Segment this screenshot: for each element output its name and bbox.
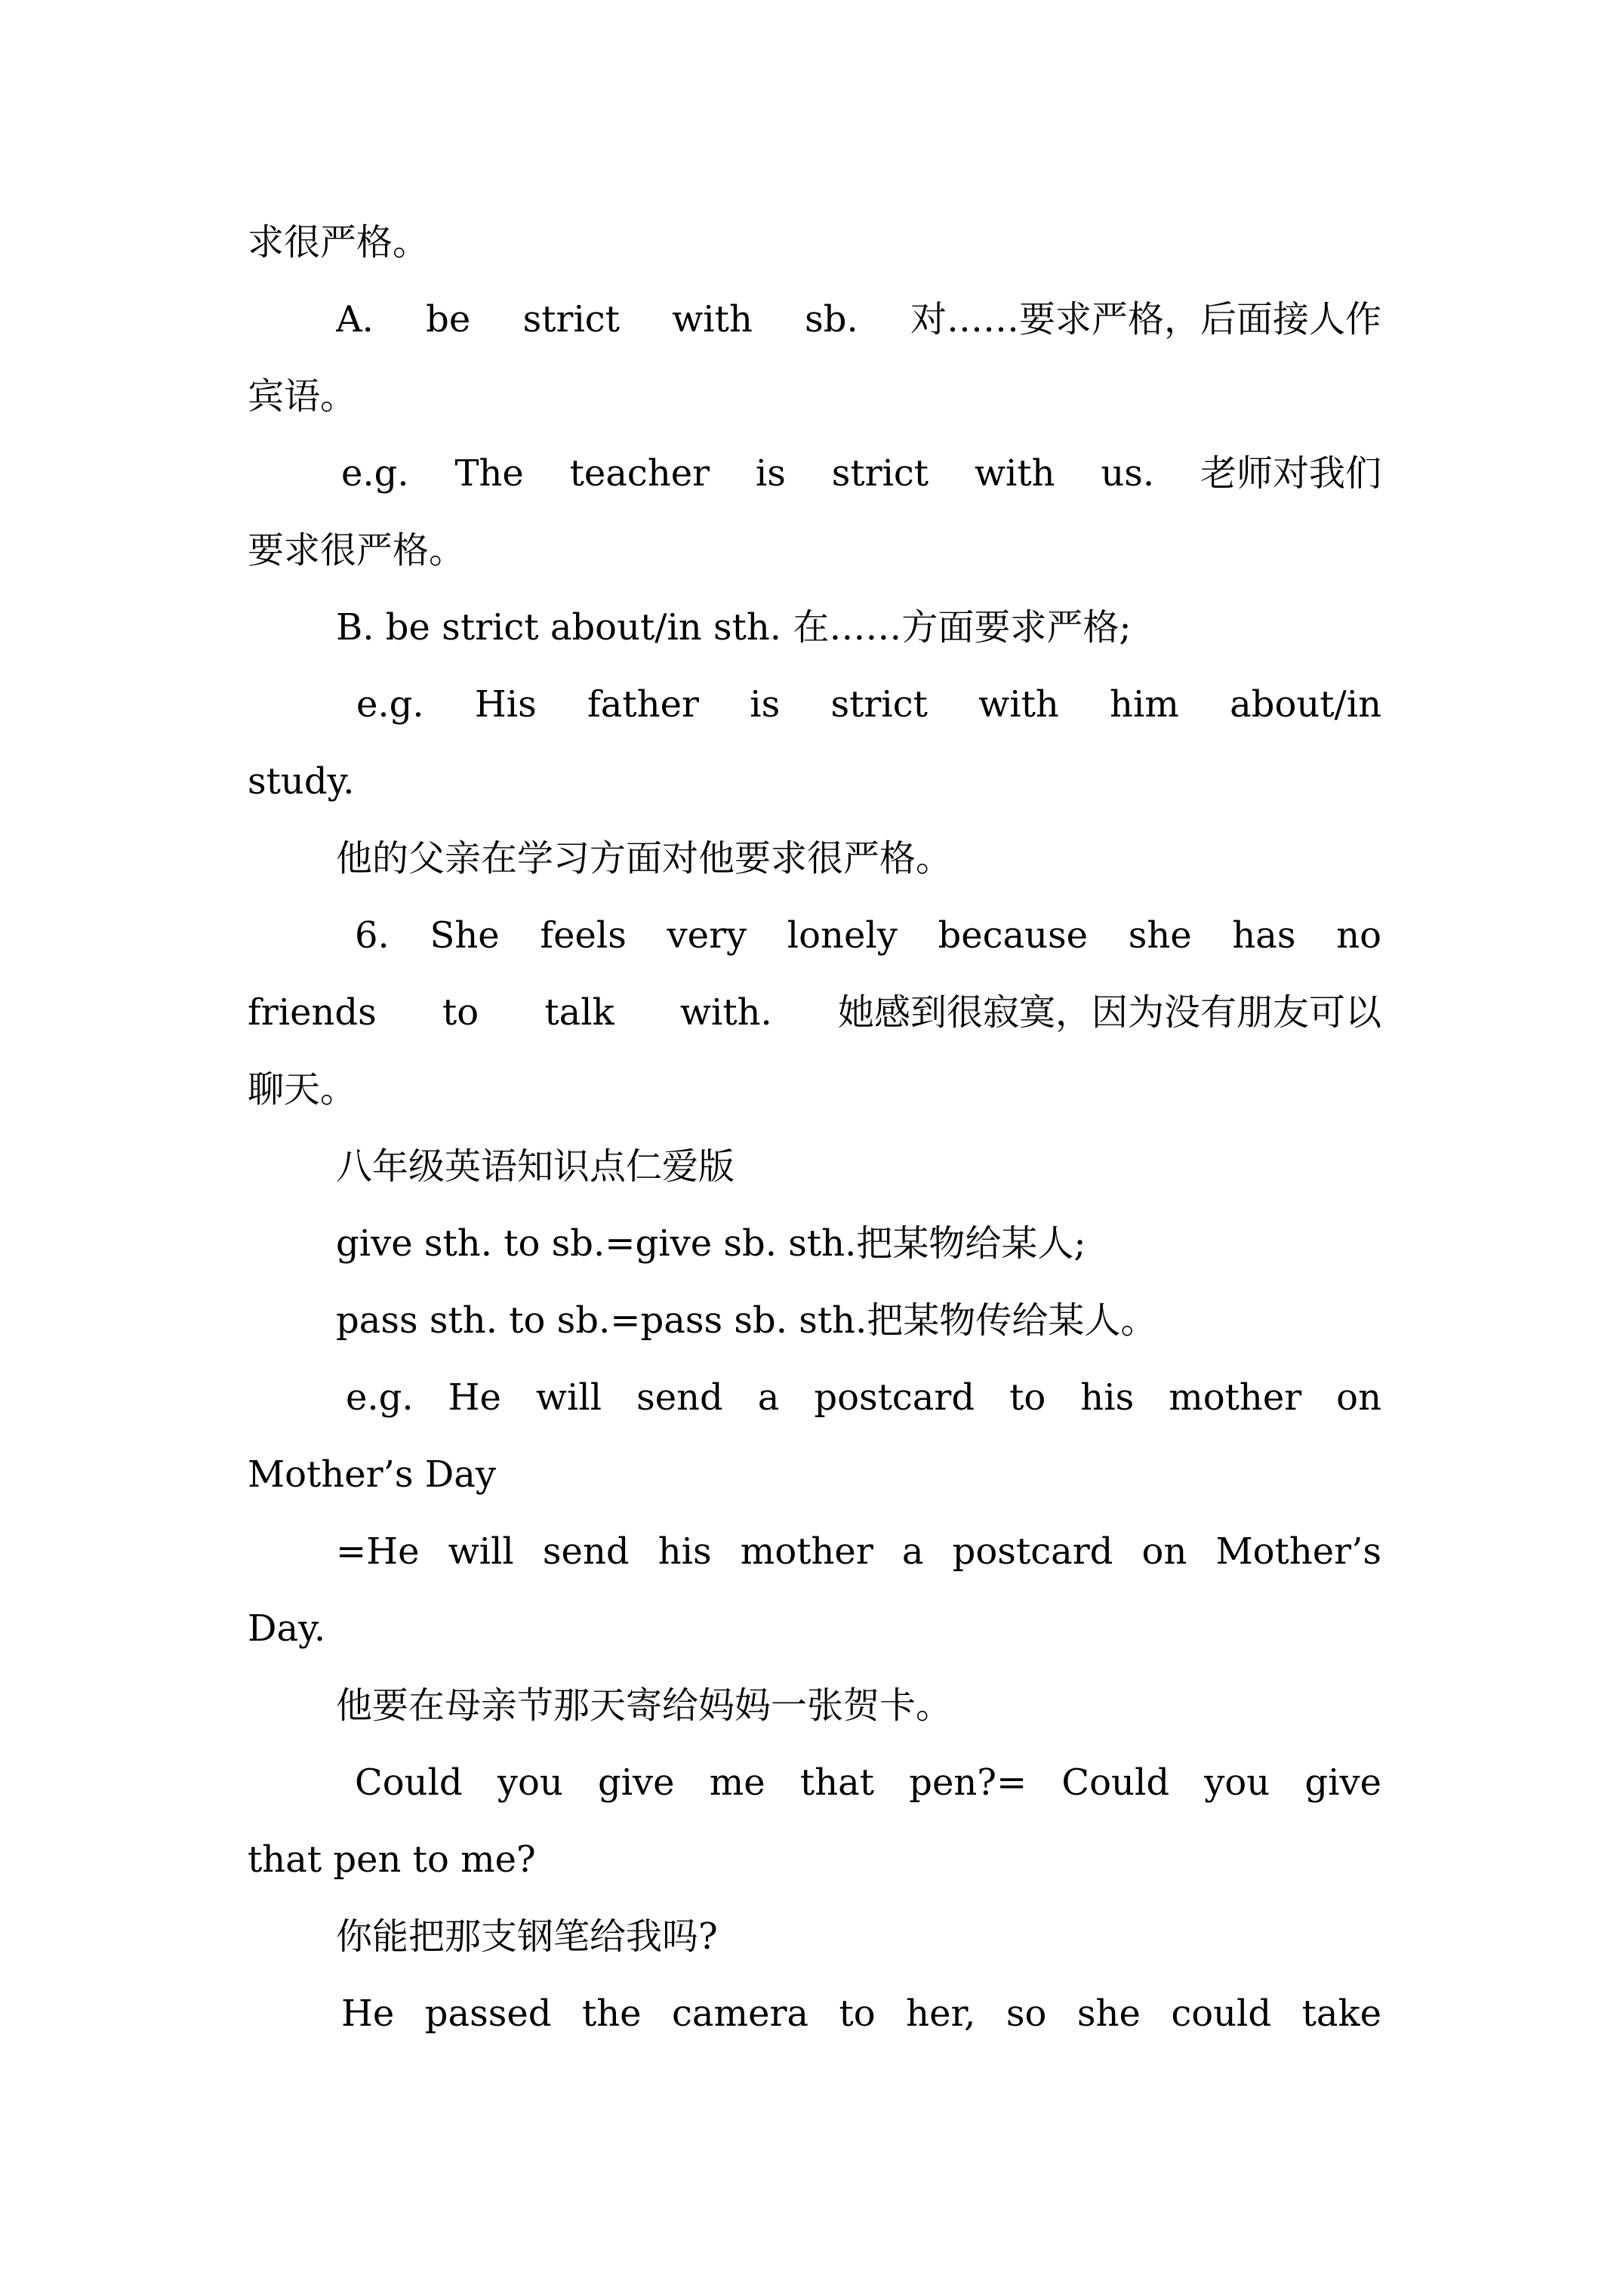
text-line-21: [355, 1744, 1381, 1821]
text-line-18: [336, 1513, 1381, 1590]
text-line-8: study.: [248, 760, 355, 803]
text-line-22: that pen to me?: [248, 1838, 536, 1881]
text-line-16: [346, 1359, 1381, 1436]
text-line-13: 八年级英语知识点仁爱版: [336, 1145, 735, 1188]
line-16-text: e.g. He will send a postcard to his mother on: [346, 1376, 1381, 1419]
text-line-17: Mother’s Day: [248, 1453, 496, 1496]
line-24-text: He passed the camera to her, so she could take: [341, 1992, 1381, 2035]
line-4-text: e.g. The teacher is strict with us. 老师对我们: [341, 452, 1381, 495]
text-line-2: [336, 281, 1381, 358]
line-7-text: e.g. His father is strict with him about/in: [356, 683, 1381, 726]
text-line-11: [248, 974, 1381, 1051]
text-line-10: [355, 897, 1381, 974]
text-line-15: pass sth. to sb.=pass sb. sth.把某物传给某人。: [336, 1299, 1157, 1342]
line-10-text: 6. She feels very lonely because she has no: [355, 914, 1381, 957]
line-18-text: =He will send his mother a postcard on Mother’s: [336, 1530, 1381, 1573]
text-line-24: [341, 1975, 1381, 2052]
text-line-3: 宾语。: [248, 375, 357, 418]
line-2-text: A. be strict with sb. 对……要求严格，后面接人作: [336, 298, 1381, 341]
line-11-text: friends to talk with. 她感到很寂寞，因为没有朋友可以: [248, 991, 1381, 1034]
text-line-5: 要求很严格。: [248, 529, 466, 572]
text-line-9: 他的父亲在学习方面对他要求很严格。: [336, 837, 953, 880]
text-line-14: give sth. to sb.=give sb. sth.把某物给某人;: [336, 1222, 1086, 1265]
line-21-text: Could you give me that pen?= Could you give: [355, 1761, 1381, 1804]
text-line-1: 求很严格。: [248, 221, 430, 264]
text-line-23: 你能把那支钢笔给我吗?: [336, 1915, 718, 1958]
text-line-7: [356, 666, 1381, 743]
text-line-20: 他要在母亲节那天寄给妈妈一张贺卡。: [336, 1684, 953, 1727]
text-line-19: Day.: [248, 1607, 326, 1650]
text-line-4: [341, 435, 1381, 512]
text-line-6: B. be strict about/in sth. 在……方面要求严格;: [336, 606, 1132, 649]
text-line-12: 聊天。: [248, 1068, 357, 1111]
